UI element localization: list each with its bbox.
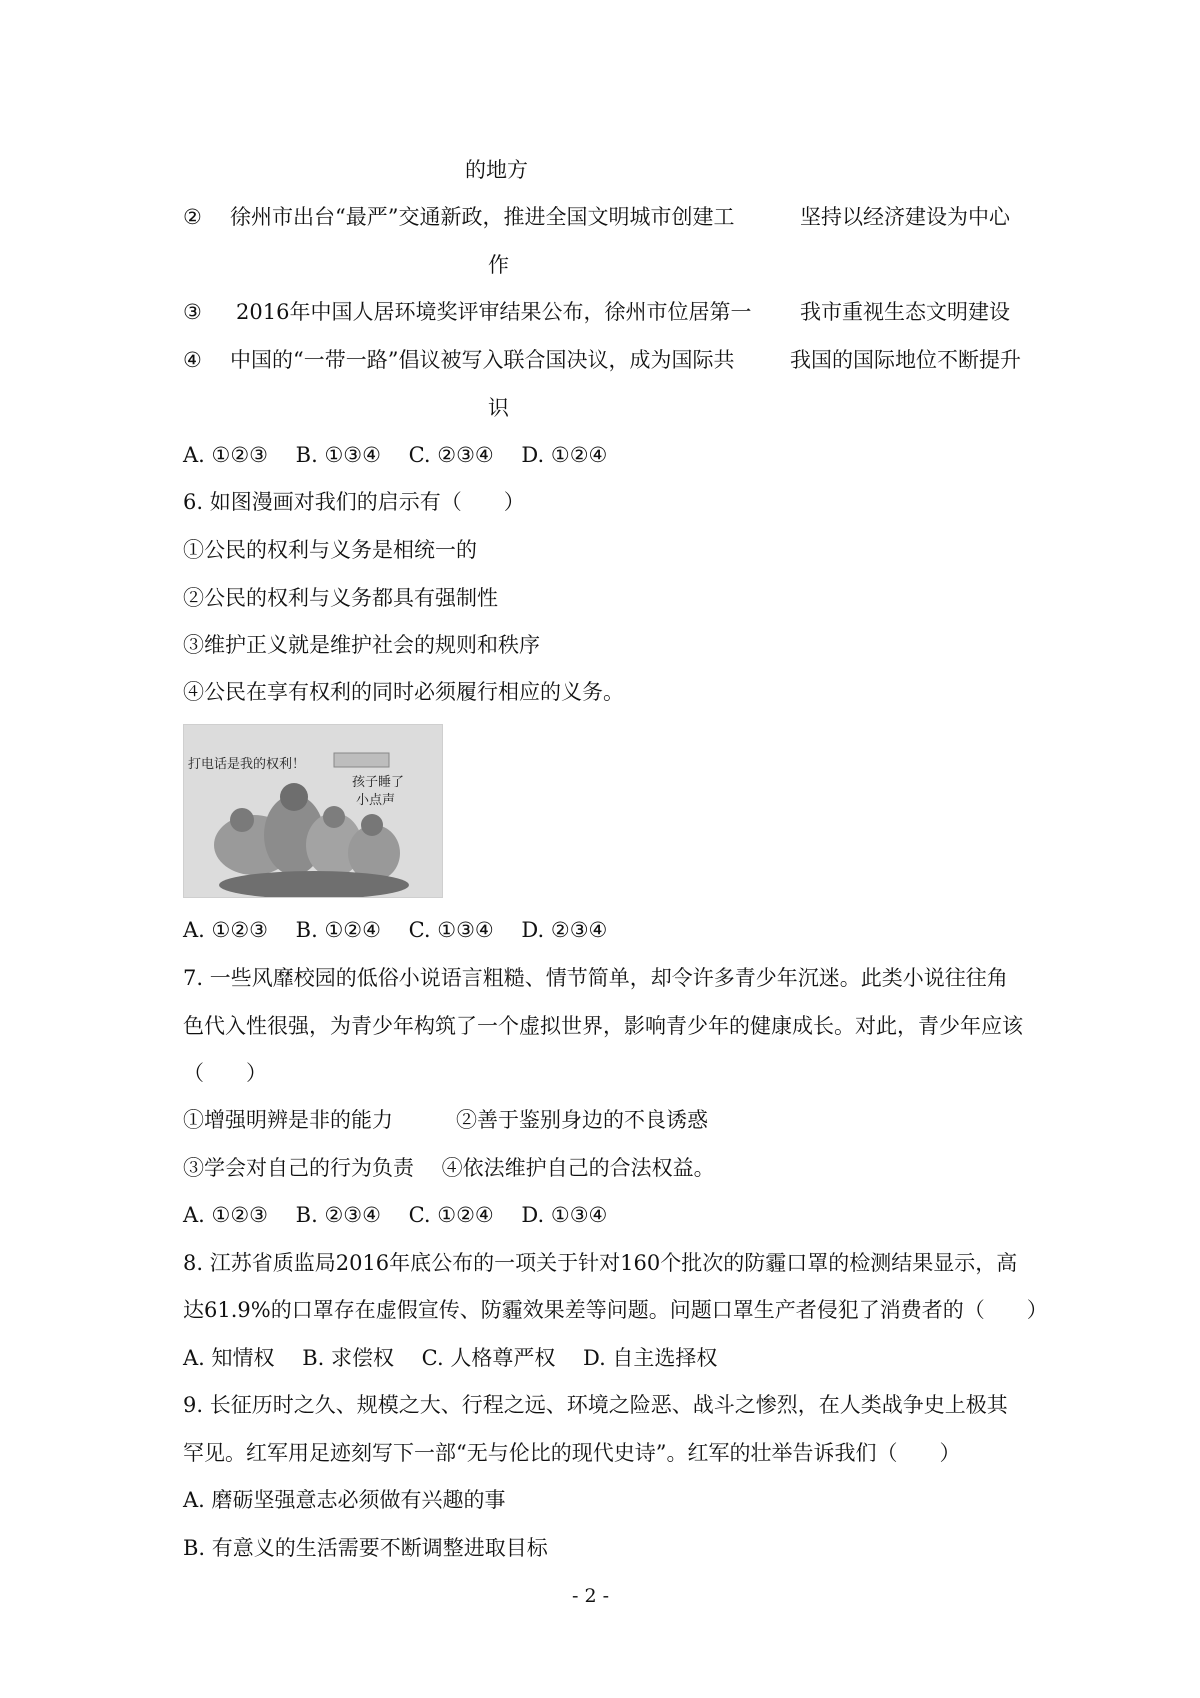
q9-line-2: 罕见。红军用足迹刻写下一部“无与伦比的现代史诗”。红军的壮举告诉我们（ ） bbox=[183, 1441, 961, 1465]
q7-line-2: 色代入性很强，为青少年构筑了一个虚拟世界，影响青少年的健康成长。对此，青少年应该 bbox=[183, 1014, 1023, 1038]
page-number: - 2 - bbox=[572, 1585, 610, 1607]
q9-option-a: A. 磨砺坚强意志必须做有兴趣的事 bbox=[183, 1488, 506, 1512]
q6-options: A. ①②③ B. ①②④ C. ①③④ D. ②③④ bbox=[183, 918, 608, 942]
comic-drawing bbox=[184, 725, 442, 897]
q7-line-3: （ ） bbox=[183, 1061, 267, 1085]
q7-line-1: 7. 一些风靡校园的低俗小说语言粗糙、情节简单，却令许多青少年沉迷。此类小说往往角 bbox=[183, 966, 1008, 990]
comic-caption-left: 打电话是我的权利！ bbox=[188, 757, 306, 772]
q5-options: A. ①②③ B. ①③④ C. ②③④ D. ①②④ bbox=[183, 443, 608, 467]
comic-caption-right-2: 小点声 bbox=[356, 793, 396, 808]
comic-illustration bbox=[183, 724, 443, 898]
q6-item-2: ②公民的权利与义务都具有强制性 bbox=[183, 586, 498, 610]
q9-line-1: 9. 长征历时之久、规模之大、行程之远、环境之险恶、战斗之惨烈，在人类战争史上极其 bbox=[183, 1393, 1008, 1417]
row1-event-tail: 的地方 bbox=[465, 158, 528, 182]
q9-option-b: B. 有意义的生活需要不断调整进取目标 bbox=[183, 1536, 548, 1560]
row3-number: ③ bbox=[183, 300, 202, 324]
q7-items-row-1: ①增强明辨是非的能力 ②善于鉴别身边的不良诱惑 bbox=[183, 1108, 708, 1132]
q8-line-1: 8. 江苏省质监局2016年底公布的一项关于针对160个批次的防霾口罩的检测结果显示，高 bbox=[183, 1251, 1018, 1275]
row2-meaning: 坚持以经济建设为中心 bbox=[800, 205, 1010, 229]
q7-items-row-2: ③学会对自己的行为负责 ④依法维护自己的合法权益。 bbox=[183, 1156, 715, 1180]
row3-event: 2016年中国人居环境奖评审结果公布，徐州市位居第一 bbox=[236, 300, 752, 324]
q6-stem: 6. 如图漫画对我们的启示有（ ） bbox=[183, 490, 525, 514]
row4-meaning: 我国的国际地位不断提升 bbox=[790, 348, 1021, 372]
q7-options: A. ①②③ B. ②③④ C. ①②④ D. ①③④ bbox=[183, 1203, 608, 1227]
row2-number: ② bbox=[183, 205, 202, 229]
row4-number: ④ bbox=[183, 348, 202, 372]
row4-event-tail: 识 bbox=[488, 396, 509, 420]
q6-item-3: ③维护正义就是维护社会的规则和秩序 bbox=[183, 633, 540, 657]
row4-event: 中国的“一带一路”倡议被写入联合国决议，成为国际共 bbox=[230, 348, 735, 372]
comic-caption-right-1: 孩子睡了 bbox=[352, 775, 405, 790]
row2-event: 徐州市出台“最严”交通新政，推进全国文明城市创建工 bbox=[230, 205, 735, 229]
q6-item-1: ①公民的权利与义务是相统一的 bbox=[183, 538, 477, 562]
q6-item-4: ④公民在享有权利的同时必须履行相应的义务。 bbox=[183, 680, 624, 704]
q8-options: A. 知情权 B. 求偿权 C. 人格尊严权 D. 自主选择权 bbox=[183, 1346, 718, 1370]
row3-meaning: 我市重视生态文明建设 bbox=[800, 300, 1010, 324]
row2-event-tail: 作 bbox=[488, 253, 509, 277]
q8-line-2: 达61.9%的口罩存在虚假宣传、防霾效果差等问题。问题口罩生产者侵犯了消费者的（ ） bbox=[183, 1298, 1048, 1322]
